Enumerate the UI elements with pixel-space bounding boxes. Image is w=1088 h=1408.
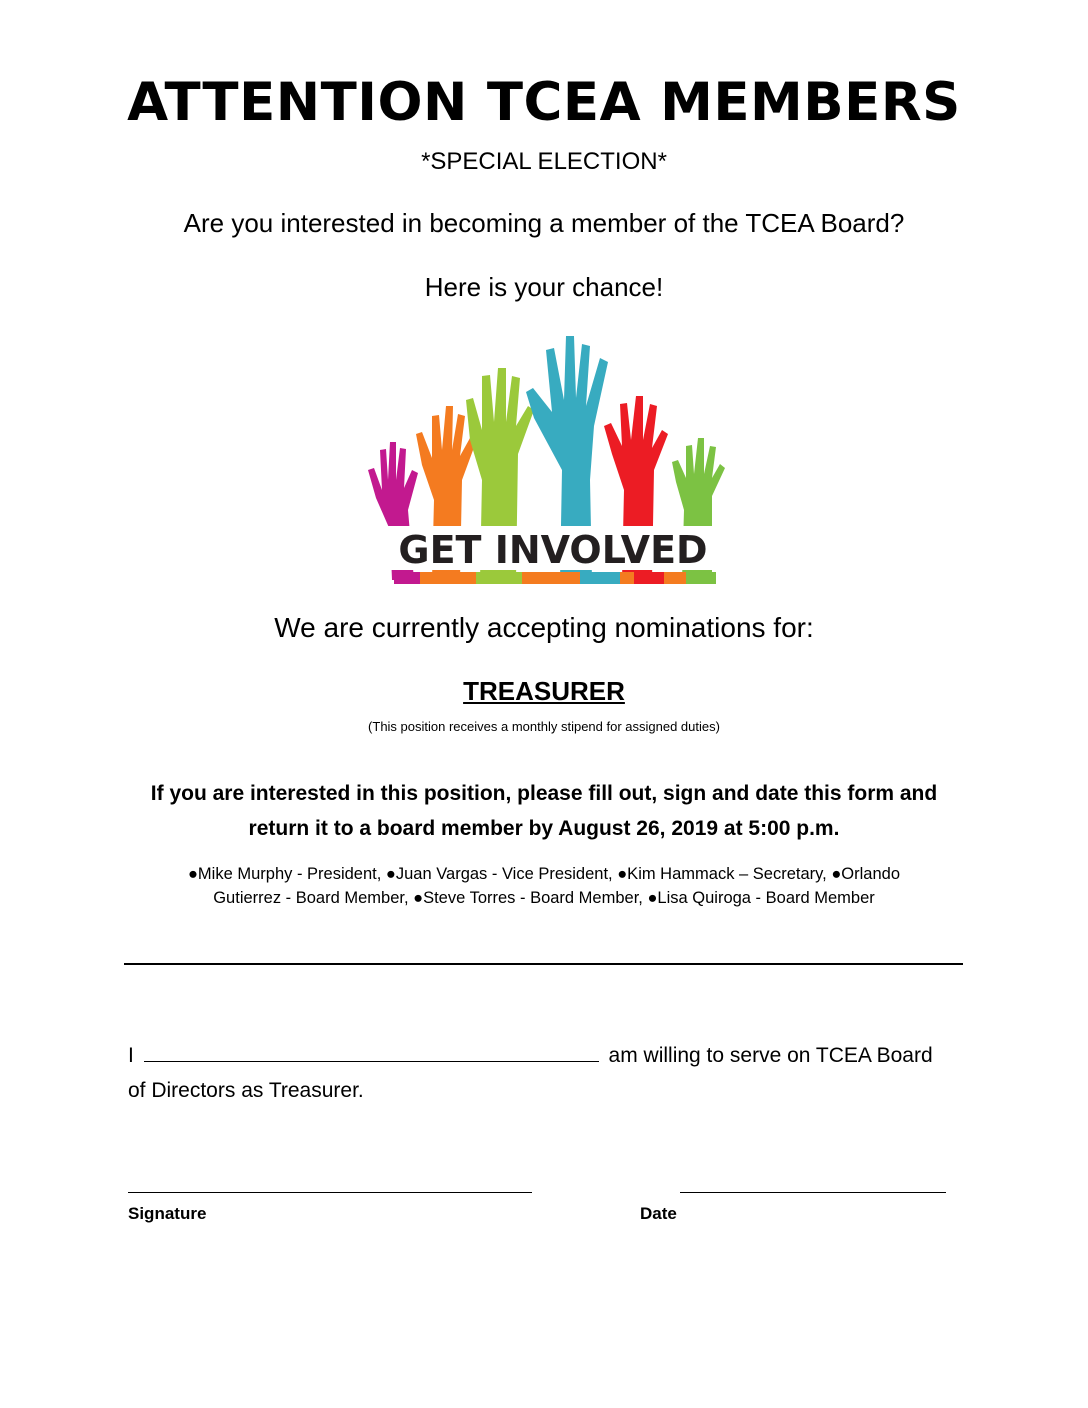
position-title: TREASURER [463, 676, 625, 706]
get-involved-text: GET INVOLVED [398, 528, 708, 572]
signature-label: Signature [128, 1204, 207, 1223]
board-question: Are you interested in becoming a member of the TCEA Board? [183, 208, 905, 238]
date-field[interactable] [680, 1192, 946, 1193]
board-members-list [0, 862, 1088, 910]
divider-rule [124, 963, 963, 965]
name-field[interactable] [144, 1041, 599, 1062]
board-members-line-2: Gutierrez - Board Member, ●Steve Torres - Board Member, ●Lisa Quiroga - Board Member [213, 889, 875, 907]
chance-text: Here is your chance! [424, 272, 664, 302]
nominations-intro: We are currently accepting nominations for: [274, 612, 814, 643]
willing-text-2: of Directors as Treasurer. [128, 1079, 364, 1102]
board-members-line-1: ●Mike Murphy - President, ●Juan Vargas - Vice President, ●Kim Hammack – Secretary, ●Orlando [187, 865, 901, 883]
instructions-line-2: return it to a board member by August 26, 2019 at 5:00 p.m. [248, 817, 840, 840]
special-election-subtitle: *SPECIAL ELECTION* [421, 148, 667, 175]
date-label: Date [640, 1204, 677, 1223]
willing-text: am willing to serve on TCEA Board [608, 1044, 933, 1067]
page-title: ATTENTION TCEA MEMBERS [127, 72, 961, 133]
instructions [0, 776, 1088, 846]
pronoun-text: I [128, 1044, 134, 1067]
stipend-note: (This position receives a monthly stipend for assigned duties) [368, 719, 720, 734]
instructions-line-1: If you are interested in this position, please fill out, sign and date this form and [150, 782, 938, 805]
get-involved-logo [356, 330, 728, 586]
willing-statement [128, 1038, 968, 1108]
color-strip [394, 572, 716, 584]
signature-field[interactable] [128, 1192, 532, 1193]
